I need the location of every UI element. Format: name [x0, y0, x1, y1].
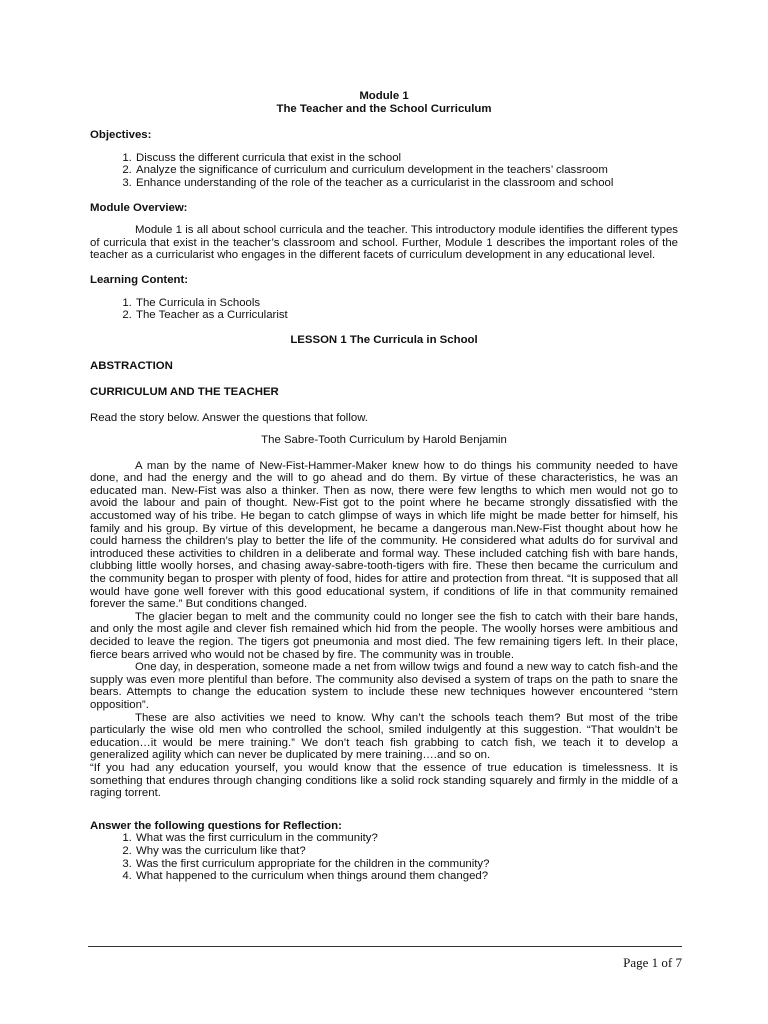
story-title: The Sabre-Tooth Curriculum by Harold Benjamin	[261, 434, 507, 447]
story-paragraph: A man by the name of New-Fist-Hammer-Maker knew how to do things his community needed to have done, and had the energy and the will to go ahead and do them. By virtue of these characteristics, he was an educated man. New-Fist was also a thinker. Then as now, there were few lengths to which men would not go to avoid the labour and pain of thought. New-Fist got to the point where he became strongly dissatisfied with the accustomed way of his tribe. He began to catch glimpse of ways in which life might be made better for himself, his family and his group. By virtue of this development, he became a dangerous man.New-Fist thought about how he could harness the children’s play to better the life of the community. He considered what adults do for survival and introduced these activities to children in a deliberate and formal way. These included catching fish with bare hands, clubbing little woolly horses, and chasing away-sabre-tooth-tigers with fire. These then became the curriculum and the community began to prosper with plenty of food, hides for attire and protection from threat. “It is supposed that all would have gone well forever with this good educational system, if conditions of life in that community remained forever the same.” But conditions changed.	[90, 459, 678, 611]
story-paragraph: One day, in desperation, someone made a net from willow twigs and found a new way to catch fish-and the supply was even more plentiful than before. The community also devised a system of traps on the path to snare the bears. Attempts to change the education system to include these new techniques however encountered “stern opposition”.	[90, 661, 678, 711]
section-heading: CURRICULUM AND THE TEACHER	[90, 385, 279, 398]
list-item: 1. Discuss the different curricula that exist in the school	[135, 152, 678, 165]
abstraction-heading: ABSTRACTION	[90, 360, 173, 373]
story-closing: “If you had any education yourself, you would know that the essence of true education is timelessness. It is something that endures through changing conditions like a solid rock standing squarely and firmly in the middle of a raging torrent.	[90, 761, 678, 800]
footer-rule	[88, 946, 682, 947]
page-number: Page 1 of 7	[623, 955, 682, 970]
objectives-heading: Objectives:	[90, 129, 152, 142]
story-paragraph: These are also activities we need to know. Why can’t the schools teach them? But most of the tribe particularly the wise old men who controlled the school, smiled indulgently at this suggestion. “That wouldn’t be education…it would be mere training.” We don’t teach fish grabbing to catch fish, we teach it to develop a generalized agility which can never be duplicated by mere training….and so on.	[90, 711, 678, 762]
module-title: The Teacher and the School Curriculum	[276, 102, 492, 115]
list-item: 1. The Curricula in Schools	[135, 297, 678, 310]
module-number: Module 1	[359, 90, 409, 102]
list-item: 2. The Teacher as a Curricularist	[135, 309, 678, 322]
list-item: 2. Analyze the significance of curriculum and curriculum development in the teachers’ classroom	[135, 164, 678, 177]
lesson-title: LESSON 1 The Curricula in School	[290, 333, 478, 346]
objectives-list	[90, 152, 678, 190]
list-item: 1. What was the first curriculum in the community?	[135, 832, 678, 845]
document-page	[90, 90, 678, 883]
overview-heading: Module Overview:	[90, 201, 188, 214]
learning-content-heading: Learning Content:	[90, 273, 189, 286]
list-item: 2. Why was the curriculum like that?	[135, 845, 678, 858]
reflection-heading: Answer the following questions for Reflection:	[90, 819, 342, 832]
story-paragraph: The glacier began to melt and the community could no longer see the fish to catch with their bare hands, and only the most agile and clever fish remained which hid from the people. The woolly horses were ambitious and decided to leave the region. The tigers got pneumonia and most died. The few remaining tigers left. In their place, fierce bears arrived who would not be chased by fire. The community was in trouble.	[90, 610, 678, 661]
learning-content-list	[90, 297, 678, 322]
list-item: 4. What happened to the curriculum when things around them changed?	[135, 870, 678, 883]
instruction-text: Read the story below. Answer the questions that follow.	[90, 411, 368, 424]
list-item: 3. Was the first curriculum appropriate for the children in the community?	[135, 858, 678, 871]
reflection-list	[90, 832, 678, 882]
overview-text: Module 1 is all about school curricula and the teacher. This introductory module identifies the different types of curricula that exist in the teacher’s classroom and school. Further, Module 1 describes the important roles of the teacher as a curricularist who engages in the different facets of curriculum development in any educational level.	[90, 224, 678, 262]
list-item: 3. Enhance understanding of the role of the teacher as a curricularist in the classroom and school	[135, 177, 678, 190]
